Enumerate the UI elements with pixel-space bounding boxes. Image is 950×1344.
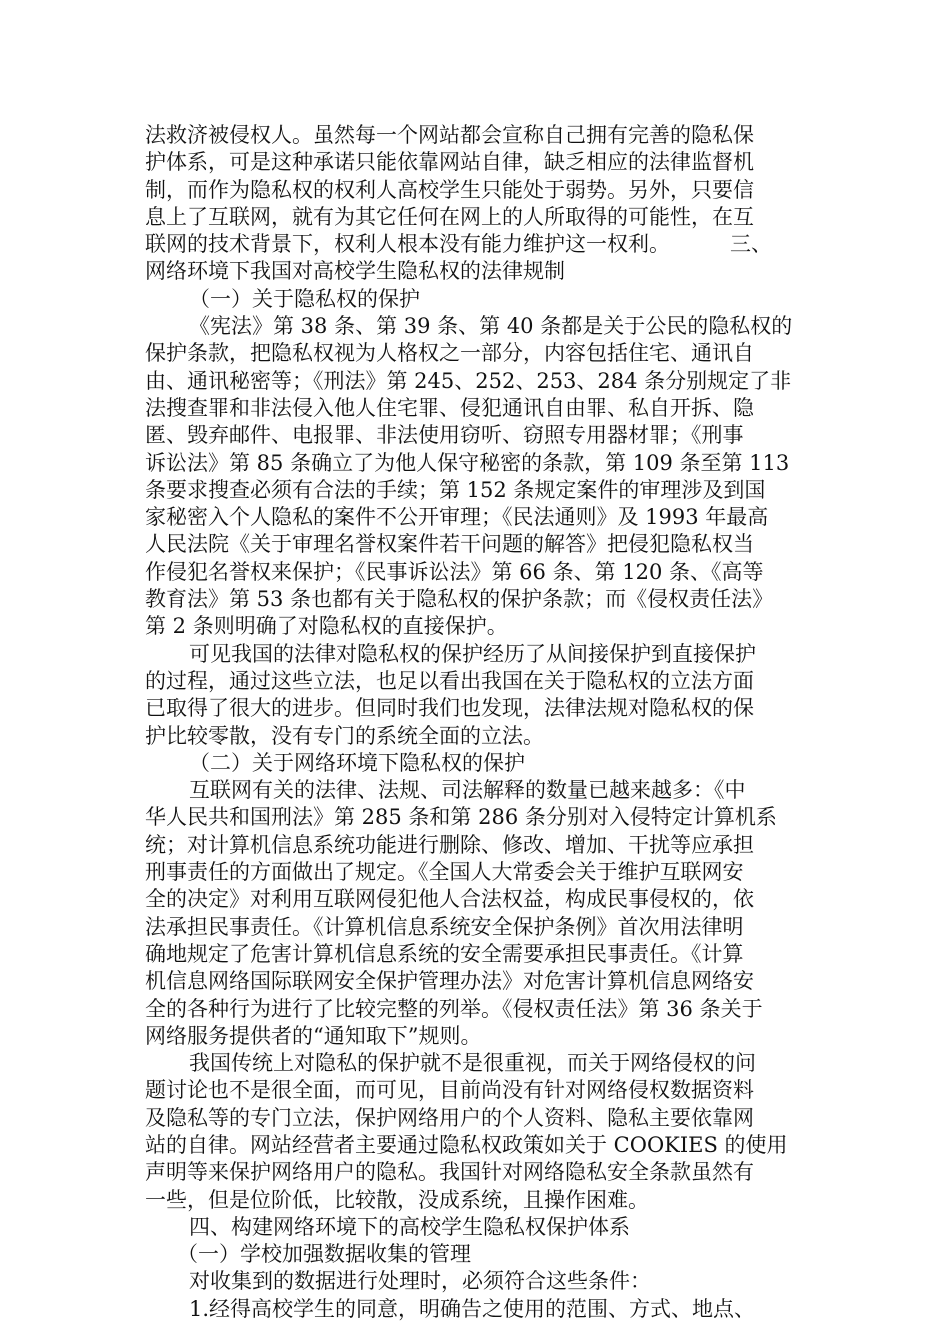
- subsection-heading: （一）学校加强数据收集的管理: [177, 1242, 471, 1267]
- text-line: 全的各种行为进行了比较完整的列举。《侵权责任法》第 36 条关于: [145, 996, 763, 1021]
- list-item: 1.经得高校学生的同意，明确告之使用的范围、方式、地点、: [189, 1296, 756, 1321]
- text-line: 教育法》第 53 条也都有关于隐私权的保护条款；而《侵权责任法》: [145, 587, 774, 612]
- subsection-heading: （一）关于隐私权的保护: [189, 286, 420, 311]
- text-line: 声明等来保护网络用户的隐私。我国针对网络隐私安全条款虽然有: [145, 1160, 754, 1185]
- paragraph-start: 互联网有关的法律、法规、司法解释的数量已越来越多：《中: [189, 778, 746, 803]
- text-line: 及隐私等的专门立法，保护网络用户的个人资料、隐私主要依靠网: [145, 1105, 754, 1130]
- paragraph-start: 对收集到的数据进行处理时，必须符合这些条件：: [189, 1269, 651, 1294]
- section-heading: 四、构建网络环境下的高校学生隐私权保护体系: [189, 1214, 630, 1239]
- text-line: 统；对计算机信息系统功能进行删除、修改、增加、干扰等应承担: [145, 832, 754, 857]
- text-line: 护比较零散，没有专门的系统全面的立法。: [145, 723, 544, 748]
- text-line: 联网的技术背景下，权利人根本没有能力维护这一权利。: [145, 232, 670, 257]
- text-line: 全的决定》对利用互联网侵犯他人合法权益，构成民事侵权的，依: [145, 887, 754, 912]
- document-body: [145, 122, 805, 1323]
- text-line: 一些，但是位阶低，比较散，没成系统，且操作困难。: [145, 1187, 649, 1212]
- text-line: 法救济被侵权人。虽然每一个网站都会宣称自己拥有完善的隐私保: [145, 123, 754, 147]
- paragraph-start: 我国传统上对隐私的保护就不是很重视，而关于网络侵权的问: [189, 1051, 756, 1076]
- text-line: 保护条款，把隐私权视为人格权之一部分，内容包括住宅、通讯自: [145, 341, 754, 366]
- text-line-with-heading: [145, 231, 805, 258]
- text-line: 作侵犯名誉权来保护；《民事诉讼法》第 66 条、第 120 条、《高等: [145, 559, 764, 584]
- section-heading: 网络环境下我国对高校学生隐私权的法律规制: [145, 259, 565, 284]
- subsection-heading: （二）关于网络环境下隐私权的保护: [189, 750, 525, 775]
- text-line: 家秘密入个人隐私的案件不公开审理；《民法通则》及 1993 年最高: [145, 505, 769, 530]
- paragraph-start: 《宪法》第 38 条、第 39 条、第 40 条都是关于公民的隐私权的: [189, 314, 793, 339]
- text-line: 法承担民事责任。《计算机信息系统安全保护条例》首次用法律明: [145, 914, 744, 939]
- text-line: 华人民共和国刑法》第 285 条和第 286 条分别对入侵特定计算机系: [145, 805, 777, 830]
- text-line: 匿、毁弃邮件、电报罪、非法使用窃听、窃照专用器材罪；《刑事: [145, 423, 744, 448]
- text-line: 网络服务提供者的“通知取下”规则。: [145, 1023, 482, 1048]
- text-line: 机信息网络国际联网安全保护管理办法》对危害计算机信息网络安: [145, 969, 754, 994]
- paragraph-start: 可见我国的法律对隐私权的保护经历了从间接保护到直接保护: [189, 641, 756, 666]
- text-line: 的过程，通过这些立法，也足以看出我国在关于隐私权的立法方面: [145, 668, 754, 693]
- text-line: 诉讼法》第 85 条确立了为他人保守秘密的条款，第 109 条至第 113: [145, 450, 790, 475]
- text-line: 息上了互联网，就有为其它任何在网上的人所取得的可能性，在互: [145, 204, 754, 229]
- text-line: 人民法院《关于审理名誉权案件若干问题的解答》把侵犯隐私权当: [145, 532, 754, 557]
- text-line: 护体系，可是这种承诺只能依靠网站自律，缺乏相应的法律监督机: [145, 150, 754, 175]
- section-number: 三、: [730, 232, 772, 257]
- text-line: 刑事责任的方面做出了规定。《全国人大常委会关于维护互联网安: [145, 860, 744, 885]
- text-line: 制，而作为隐私权的权利人高校学生只能处于弱势。另外，只要信: [145, 177, 754, 202]
- text-line: 第 2 条则明确了对隐私权的直接保护。: [145, 614, 508, 639]
- text-line: 法搜查罪和非法侵入他人住宅罪、侵犯通讯自由罪、私自开拆、隐: [145, 395, 754, 420]
- text-line: 确地规定了危害计算机信息系统的安全需要承担民事责任。《计算: [145, 941, 744, 966]
- text-line: 已取得了很大的进步。但同时我们也发现，法律法规对隐私权的保: [145, 696, 754, 721]
- text-line: 站的自律。网站经营者主要通过隐私权政策如关于 COOKIES 的使用: [145, 1132, 788, 1157]
- text-line: 题讨论也不是很全面，而可见，目前尚没有针对网络侵权数据资料: [145, 1078, 754, 1103]
- text-line: 条要求搜查必须有合法的手续；第 152 条规定案件的审理涉及到国: [145, 477, 766, 502]
- text-line: 由、通讯秘密等；《刑法》第 245、252、253、284 条分别规定了非: [145, 368, 792, 393]
